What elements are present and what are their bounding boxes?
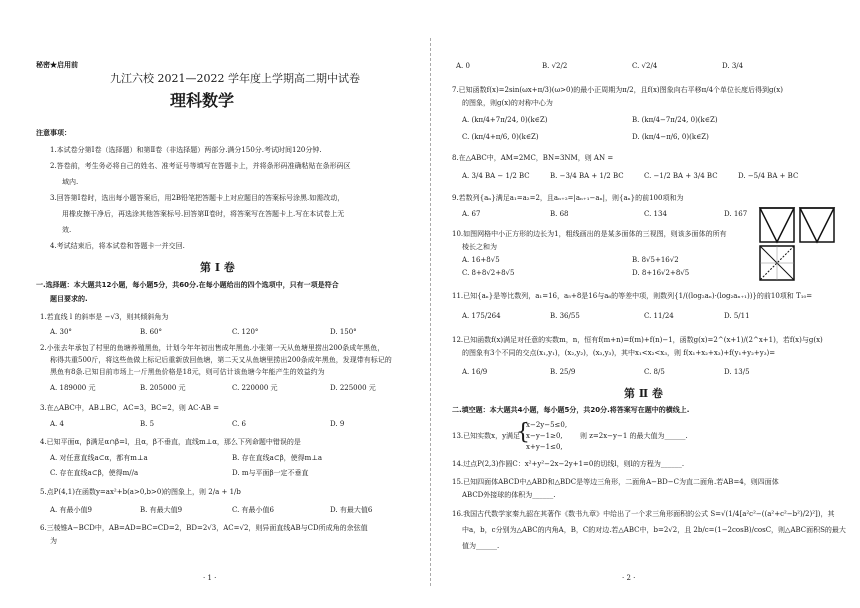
choice-c: C. 有最小值6: [232, 506, 275, 514]
question-16: 值为______.: [462, 542, 500, 550]
notes-heading: 注意事项：: [36, 128, 71, 137]
subject-title: 理科数学: [170, 91, 235, 110]
question-4: 4.已知平面α，β满足α∩β=l，且α，β不垂直，直线m⊥α，那么下列命题中错误的是: [40, 438, 301, 446]
choice-a: A. (kπ/4+7π/24, 0)(k∈Z): [462, 116, 548, 124]
question-2: 黑鱼有8条.已知目前市场上一斤黑鱼价格是18元，则可估计该鱼塘今年能产生的效益约为: [50, 368, 325, 376]
question-15: ABCD外接球的体积为______.: [462, 491, 556, 499]
constraint: x+y−1≤0,: [526, 443, 563, 451]
question-9: 9.若数列{aₙ}满足a₁=a₂=2，且aₙ₊₂=|aₙ₊₁−aₙ|，则{aₙ}的前100项和为: [452, 194, 684, 202]
question-16: 16.我国古代数学家秦九韶在其著作《数书九章》中给出了一个求三角形面积的公式 S=√(1/4[a²c²−((a²+c²−b²)/2)²])，其: [452, 510, 835, 518]
choice-c: C. √2/4: [632, 62, 658, 70]
choice-b: B. 25/9: [550, 368, 576, 376]
note-line: 用橡皮擦干净后，再选涂其他答案标号.回答第Ⅱ卷时，将答案写在答题卡上.写在本试卷上无: [62, 210, 345, 218]
question-6: 6.三棱锥A−BCD中，AB=AD=BC=CD=2，BD=2√3，AC=√2，则异面直线AB与CD所成角的余弦值: [40, 524, 368, 532]
choice-d: D. 5/11: [724, 312, 750, 320]
question-2: 称得共重500斤，将这些鱼做上标记后重新放回鱼塘，第二天又从鱼塘里捞出200条成年黑鱼，发现带有标记的: [50, 356, 392, 364]
choice-a: A. 189000 元: [50, 384, 96, 392]
choice-d: D. 150°: [330, 328, 357, 336]
choice-d: D. 有最大值6: [330, 506, 373, 514]
choice-c: C. 134: [644, 210, 667, 218]
choice-b: B. 有最大值9: [140, 506, 183, 514]
question-14: 14.过点P(2,3)作圆C：x²+y²−2x−2y+1=0的切线l，则l的方程为______.: [452, 460, 685, 468]
choice-c: C. 120°: [232, 328, 259, 336]
exam-page-2: [432, 0, 860, 608]
question-11: 11.已知{aₙ}是等比数列，a₁=16，a₅+8是16与a₆的等差中项，则数列{1/((log₂aₙ)·(log₂aₙ₊₁))}的前10项和 T₁₀=: [452, 292, 813, 300]
choice-a: A. 4: [50, 420, 64, 428]
choice-b: B. √2/2: [542, 62, 568, 70]
question-13: 13.已知实数x，y满足: [452, 432, 521, 440]
question-2: 2.小张去年承包了村里的鱼塘养殖黑鱼，计划今年年初出售成年黑鱼.小张第一天从鱼塘里捞出200条成年黑鱼，: [40, 344, 385, 352]
choice-b: B. 8√5+16√2: [632, 256, 679, 264]
choice-b: B. 68: [550, 210, 569, 218]
question-3: 3.在△ABC中，AB⊥BC，AC=3，BC=2，则 AC·AB =: [40, 404, 219, 412]
section-2-heading: 二.填空题：本大题共4小题，每小题5分，共20分.将答案写在题中的横线上.: [452, 406, 690, 414]
note-line: 3.回答第Ⅰ卷时，选出每小题答案后，用2B铅笔把答题卡上对应题目的答案标号涂黑.如需改动，: [50, 194, 345, 202]
choice-a: A. 对任意直线a⊂α，都有m⊥a: [50, 454, 148, 462]
choice-b: B. 36/55: [550, 312, 580, 320]
question-5: 5.点P(4,1)在函数y=ax²+b(a>0,b>0)的图象上，则 2/a + 1/b: [40, 488, 241, 496]
choice-c: C. 8+8√2+8√5: [462, 269, 515, 277]
exam-title: 九江六校 2021—2022 学年度上学期高二期中试卷: [110, 72, 360, 85]
question-12: 的图象有3个不同的交点(x₁,y₁)，(x₂,y₂)，(x₃,y₃)，其中x₁<x₂<x₃，则 f(x₁+x₂+x₃)+f(y₁+y₂+y₃)=: [462, 349, 776, 357]
choice-a: A. 3/4 BA − 1/2 BC: [462, 172, 530, 180]
choice-a: A. 175/264: [462, 312, 501, 320]
constraint: x−y−1≥0,: [526, 432, 563, 440]
choice-b: B. 60°: [140, 328, 163, 336]
note-line: 4.考试结束后，将本试卷和答题卡一并交回.: [50, 242, 185, 250]
question-6: 为: [50, 537, 57, 545]
brace-symbol: {: [516, 420, 530, 445]
question-8: 8.在△ABC中，AM=2MC，BN=3NM，则 AN =: [452, 154, 614, 162]
choice-d: D. 167: [724, 210, 748, 218]
choice-a: A. 有最小值9: [50, 506, 92, 514]
choice-c: C. 6: [232, 420, 247, 428]
choice-d: D. m与平面β一定不垂直: [232, 469, 309, 477]
choice-b: B. −3/4 BA + 1/2 BC: [550, 172, 624, 180]
page-divider: [430, 38, 431, 586]
note-line: 1.本试卷分第Ⅰ卷（选择题）和第Ⅱ卷（非选择题）两部分.满分150分.考试时间120分钟.: [50, 146, 322, 154]
question-7: 7.已知函数f(x)=2sin(ωx+π/3)(ω>0)的最小正周期为π/2，且f(x)图象向右平移π/4个单位长度后得到g(x): [452, 86, 783, 94]
question-1: 1.若直线 l 的斜率是 −√3，则其倾斜角为: [40, 313, 169, 321]
choice-c: C. 220000 元: [232, 384, 278, 392]
note-line: 域内.: [62, 178, 79, 186]
choice-a: A. 67: [462, 210, 481, 218]
choice-b: B. 205000 元: [140, 384, 186, 392]
choice-a: A. 16+8√5: [462, 256, 500, 264]
volume-2-heading: 第 Ⅱ 卷: [624, 387, 663, 400]
choice-d: D. −5/4 BA + BC: [738, 172, 799, 180]
section-1-heading: 题目要求的.: [50, 295, 88, 303]
question-15: 15.已知四面体ABCD中△ABD和△BDC是等边三角形，二面角A−BD−C为直二面角.若AB=4，则四面体: [452, 478, 779, 486]
question-10: 棱长之和为: [462, 243, 497, 251]
volume-1-heading: 第 Ⅰ 卷: [200, 261, 235, 274]
question-16: 中a，b，c分别为△ABC的内角A，B，C的对边.若△ABC中，b=2√2，且 2b/c=(1−2cosB)/cosC，则△ABC面积S的最大: [462, 526, 846, 534]
choice-d: D. 8+16√2+8√5: [632, 269, 690, 277]
choice-c: C. 8/5: [644, 368, 665, 376]
question-7: 的图象，则g(x)的对称中心为: [462, 99, 553, 107]
three-view-figure: [758, 206, 838, 282]
page-number: · 1 ·: [203, 574, 217, 582]
note-line: 效.: [62, 226, 72, 234]
choice-b: B. (kπ/4−7π/24, 0)(k∈Z): [632, 116, 718, 124]
question-10: 10.如图网格中小正方形的边长为1，粗线画出的是某多面体的三视图，则该多面体的所有: [452, 230, 727, 238]
choice-b: B. 存在直线a⊂β，使得m⊥a: [232, 454, 323, 462]
choice-c: C. (kπ/4+π/6, 0)(k∈Z): [462, 133, 539, 141]
choice-d: D. 3/4: [722, 62, 744, 70]
choice-b: B. 5: [140, 420, 155, 428]
constraint: x−2y−5≤0,: [526, 421, 568, 429]
choice-d: D. 9: [330, 420, 345, 428]
choice-d: D. (kπ/4−π/6, 0)(k∈Z): [632, 133, 709, 141]
choice-a: A. 16/9: [462, 368, 488, 376]
question-13-tail: 则 z=2x−y−1 的最大值为______.: [580, 432, 688, 440]
choice-c: C. −1/2 BA + 3/4 BC: [644, 172, 718, 180]
choice-a: A. 0: [456, 62, 470, 70]
choice-d: D. 225000 元: [330, 384, 376, 392]
question-12: 12.已知函数f(x)满足对任意的实数m，n，恒有f(m+n)=f(m)+f(n)−1，函数g(x)=2^(x+1)/(2^x+1)，若f(x)与g(x): [452, 336, 823, 344]
choice-c: C. 11/24: [644, 312, 674, 320]
choice-d: D. 13/5: [724, 368, 750, 376]
choice-c: C. 存在直线a⊂β，使得m//a: [50, 469, 139, 477]
choice-a: A. 30°: [50, 328, 72, 336]
page-number: · 2 ·: [622, 574, 636, 582]
section-1-heading: 一.选择题：本大题共12小题，每小题5分，共60分.在每小题给出的四个选项中，只有一项是符合: [36, 281, 339, 289]
note-line: 2.答卷前，考生务必将自己的姓名、准考证号等填写在答题卡上，并将条形码准确粘贴在条形码区: [50, 162, 351, 170]
confidential-label: 秘密★启用前: [36, 60, 78, 69]
